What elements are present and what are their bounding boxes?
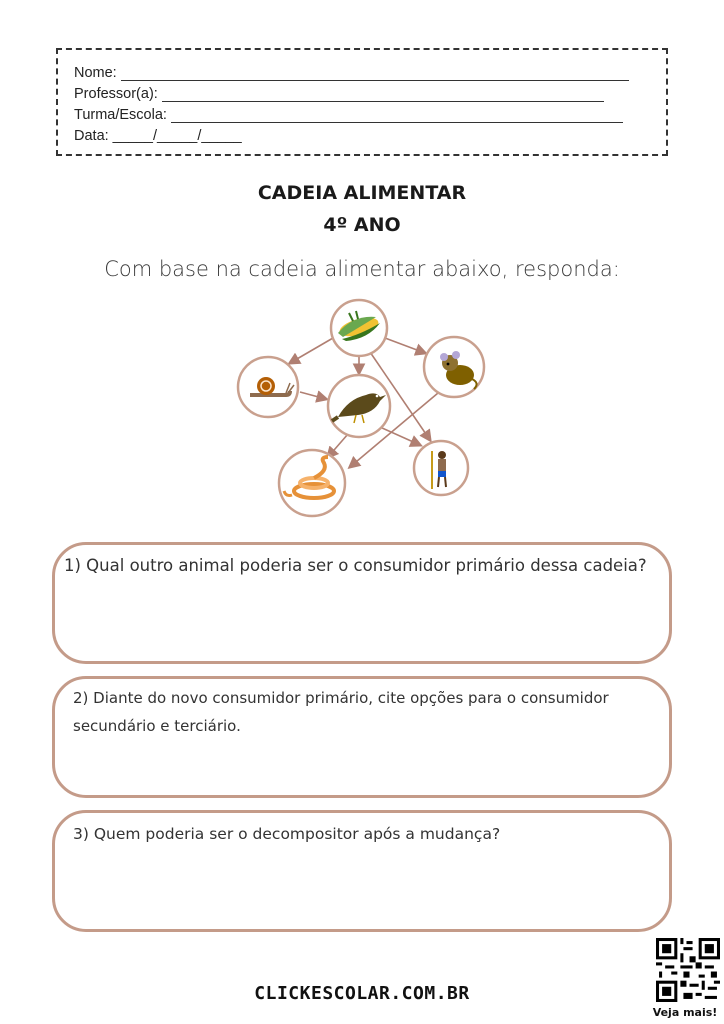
corn-node <box>331 300 387 356</box>
snake-node <box>279 450 345 516</box>
man-node <box>414 441 468 495</box>
arrow-bird-to-snake <box>328 434 348 457</box>
date-blank[interactable]: _____/_____/_____ <box>112 128 242 144</box>
teacher-row <box>74 81 666 102</box>
class-school-field-line[interactable] <box>171 107 623 123</box>
name-row <box>74 60 666 81</box>
grade-label: 4º ANO <box>323 214 401 236</box>
date-label: Data: <box>74 128 109 144</box>
qr-code[interactable] <box>656 938 720 1002</box>
mouse-node <box>424 337 484 397</box>
site-url[interactable]: CLICKESCOLAR.COM.BR <box>254 983 470 1004</box>
question-3-text: 3) Quem poderia ser o decompositor após a mudança? <box>73 825 501 843</box>
teacher-label: Professor(a): <box>74 86 158 102</box>
student-info-box <box>56 48 668 156</box>
class-school-label: Turma/Escola: <box>74 107 167 123</box>
bird-node <box>328 375 390 437</box>
name-field-line[interactable] <box>121 65 629 81</box>
class-school-row <box>74 102 666 123</box>
name-label: Nome: <box>74 65 117 81</box>
question-2-text-line2: secundário e terciário. <box>73 717 241 735</box>
food-chain-diagram <box>228 295 498 520</box>
arrow-snail-to-bird <box>300 392 326 399</box>
snail-node <box>238 357 298 417</box>
arrow-corn-to-mouse <box>385 338 425 353</box>
instruction-text: Com base na cadeia alimentar abaixo, responda: <box>104 257 620 281</box>
teacher-field-line[interactable] <box>162 86 604 102</box>
question-2-text-line1: 2) Diante do novo consumidor primário, cite opções para o consumidor <box>73 689 609 707</box>
date-row <box>74 123 666 144</box>
worksheet-title: CADEIA ALIMENTAR <box>257 182 467 204</box>
arrow-corn-to-snail <box>290 338 333 363</box>
question-1-text: 1) Qual outro animal poderia ser o consumidor primário dessa cadeia? <box>64 556 647 575</box>
qr-label: Veja mais! <box>652 1006 718 1019</box>
